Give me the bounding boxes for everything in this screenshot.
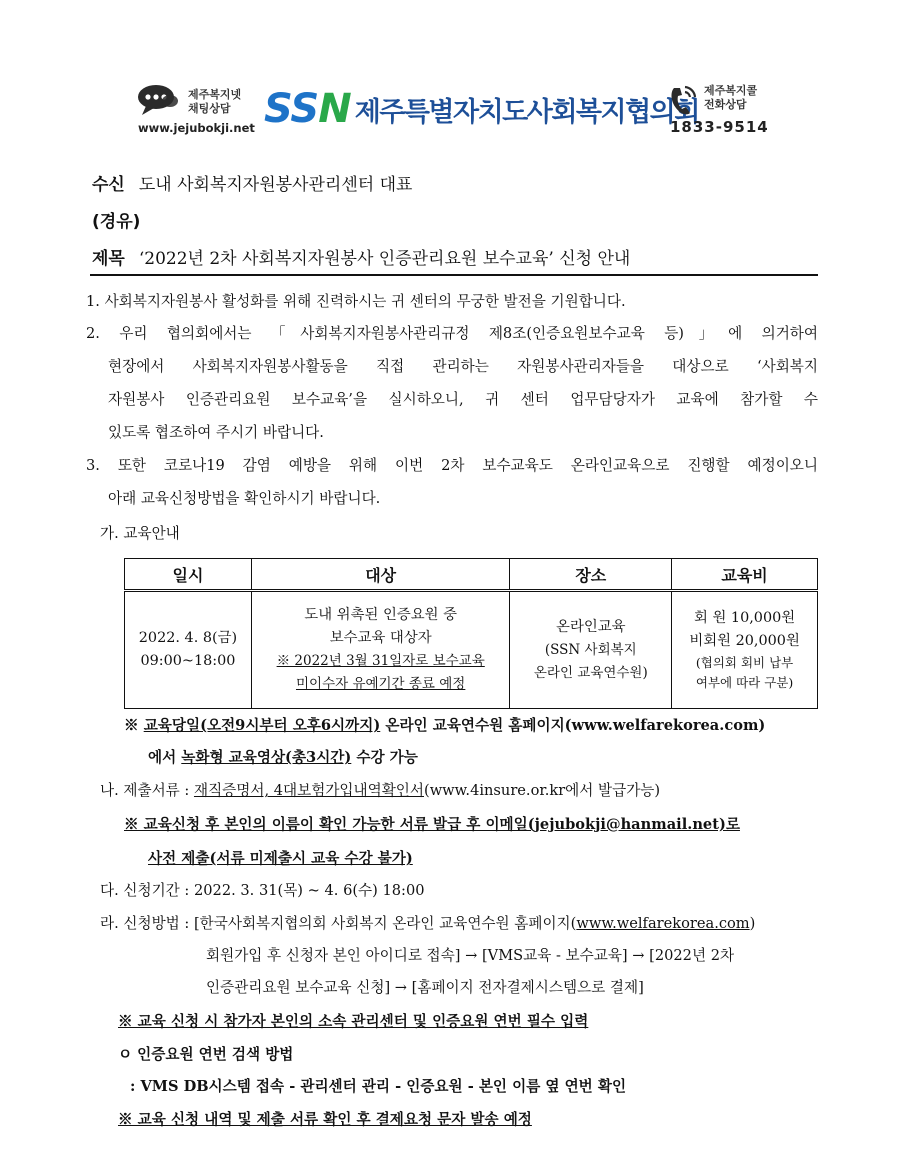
note-1-time: 교육당일(오전9시부터 오후6시까지): [143, 717, 381, 734]
note-1-line-1: [124, 716, 765, 736]
target-line-2: 보수교육 대상자: [329, 630, 432, 646]
na-docs: 재직증명서, 4대보험가입내역확인서: [193, 782, 424, 799]
via-label: (경유): [92, 212, 141, 232]
cell-fee: [672, 591, 818, 709]
header-target: 대상: [251, 559, 510, 591]
target-line-4: 미이수자 유예기간 종료 예정: [295, 676, 466, 692]
recipient-row: [92, 170, 412, 195]
header-place: 장소: [510, 559, 672, 591]
note-1-video: 녹화형 교육영상(총3시간): [181, 749, 352, 766]
fee-line-3: (협의회 회비 납부: [695, 655, 794, 670]
paragraph-2-line-3: 자원봉사 인증관리요원 보수교육’을 실시하오니, 귀 센터 업무담당자가 교육에 참가할 수: [108, 391, 818, 408]
ra-l1-text: [한국사회복지협의회 사회복지 온라인 교육연수원 홈페이지(: [193, 915, 577, 932]
cell-place: [510, 591, 672, 709]
table-row: [125, 591, 818, 709]
subject-row: [92, 244, 630, 269]
note-2-line-2: 사전 제출(서류 미제출시 교육 수강 불가): [148, 850, 413, 867]
section-ga-title: 가. 교육안내: [100, 525, 180, 542]
note-1-l2-suffix: 수강 가능: [351, 749, 418, 766]
fee-line-1: 회 원 10,000원: [693, 610, 796, 626]
target-line-1: 도내 위촉된 인증요원 중: [304, 607, 458, 623]
fee-line-2: 비회원 20,000원: [689, 633, 800, 649]
chat-line-1: 제주복지넷: [188, 88, 242, 101]
paragraph-3-line-2: 아래 교육신청방법을 확인하시기 바랍니다.: [108, 490, 381, 507]
note-1-l2-prefix: 에서: [148, 749, 182, 766]
phone-line-2: 전화상담: [704, 98, 747, 111]
cell-date: [125, 591, 252, 709]
note-4: ※ 교육 신청 내역 및 제출 서류 확인 후 결제요청 문자 발송 예정: [118, 1111, 532, 1128]
section-na: [100, 781, 660, 801]
ssn-logo-n: N: [318, 86, 351, 132]
target-line-3: ※ 2022년 3월 31일자로 보수교육: [276, 653, 485, 669]
paragraph-2-line-1: 2. 우리 협의회에서는 「사회복지자원봉사관리규정 제8조(인증요원보수교육 등)」에 의거하여: [86, 325, 818, 342]
recipient-label: 수신: [92, 175, 125, 195]
note-1-site: 온라인 교육연수원 홈페이지(www.welfarekorea.com): [380, 717, 766, 734]
subject-label: 제목: [92, 249, 125, 269]
org-logo: [264, 88, 699, 130]
date-line-2: 09:00~18:00: [140, 653, 236, 669]
search-method-desc: : VMS DB시스템 접속 - 관리센터 관리 - 인증요원 - 본인 이름 옆 연번 확인: [130, 1078, 627, 1095]
search-method-title: ㅇ 인증요원 연번 검색 방법: [118, 1046, 294, 1063]
header-date: 일시: [125, 559, 252, 591]
na-tail: (www.4insure.or.kr에서 발급가능): [424, 782, 661, 799]
ssn-logo-ss: SS: [264, 86, 319, 132]
ra-l1-close: ): [749, 915, 756, 932]
note-1-line-2: [148, 748, 418, 768]
note-2-line-1: ※ 교육신청 후 본인의 이름이 확인 가능한 서류 발급 후 이메일(jejubokji@hanmail.net)로: [124, 816, 740, 833]
via-row: [92, 207, 154, 232]
ra-site-link[interactable]: www.welfarekorea.com: [576, 915, 750, 932]
place-line-2: (SSN 사회복지: [544, 641, 637, 658]
education-info-table: [124, 558, 818, 709]
section-da: 다. 신청기간 : 2022. 3. 31(목) ~ 4. 6(수) 18:00: [100, 882, 425, 899]
paragraph-1: 1. 사회복지자원봉사 활성화를 위해 진력하시는 귀 센터의 무궁한 발전을 기원합니다.: [86, 293, 626, 310]
section-ra-line-1: [100, 914, 755, 934]
fee-line-4: 여부에 따라 구분): [695, 675, 794, 690]
na-label: 나. 제출서류 :: [100, 782, 194, 799]
table-header-row: [125, 559, 818, 591]
phone-consult-label: [704, 84, 757, 112]
place-line-1: 온라인교육: [556, 618, 626, 635]
website-link[interactable]: www.jejubokji.net: [138, 121, 255, 135]
date-line-1: 2022. 4. 8(금): [138, 630, 238, 646]
paragraph-2-line-4: 있도록 협조하여 주시기 바랍니다.: [108, 424, 324, 441]
section-ra-line-3: 인증관리요원 보수교육 신청] → [홈페이지 전자결제시스템으로 결제]: [206, 979, 644, 996]
chat-bubble-icon: [136, 84, 180, 118]
recipient-value: 도내 사회복지자원봉사관리센터 대표: [138, 175, 413, 195]
place-line-3: 온라인 교육연수원): [533, 664, 648, 681]
phone-icon: [668, 84, 698, 118]
ra-label: 라. 신청방법 :: [100, 915, 194, 932]
paragraph-3-line-1: 3. 또한 코로나19 감염 예방을 위해 이번 2차 보수교육도 온라인교육으로 진행할 예정이오니: [86, 457, 818, 474]
paragraph-2-line-2: 현장에서 사회복지자원봉사활동을 직접 관리하는 자원봉사관리자들을 대상으로 ‘사회복지: [108, 358, 818, 375]
note-3: ※ 교육 신청 시 참가자 본인의 소속 관리센터 및 인증요원 연번 필수 입력: [118, 1013, 589, 1030]
org-name: 제주특별자치도사회복지협의회: [354, 96, 699, 128]
note-1-prefix: ※: [124, 717, 144, 734]
subject-value: ‘2022년 2차 사회복지자원봉사 인증관리요원 보수교육’ 신청 안내: [138, 249, 631, 269]
phone-number[interactable]: 1833-9514: [670, 118, 769, 136]
phone-line-1: 제주복지콜: [704, 84, 758, 97]
title-divider: [90, 274, 818, 276]
ssn-logo-mark: [264, 88, 351, 130]
letterhead: [0, 78, 900, 140]
section-ra-line-2: 회원가입 후 신청자 본인 아이디로 접속] → [VMS교육 - 보수교육] → [2022년 2차: [206, 947, 735, 964]
chat-line-2: 채팅상담: [188, 102, 231, 115]
header-fee: 교육비: [672, 559, 818, 591]
chat-consult-label: [188, 88, 241, 116]
cell-target: [251, 591, 510, 709]
